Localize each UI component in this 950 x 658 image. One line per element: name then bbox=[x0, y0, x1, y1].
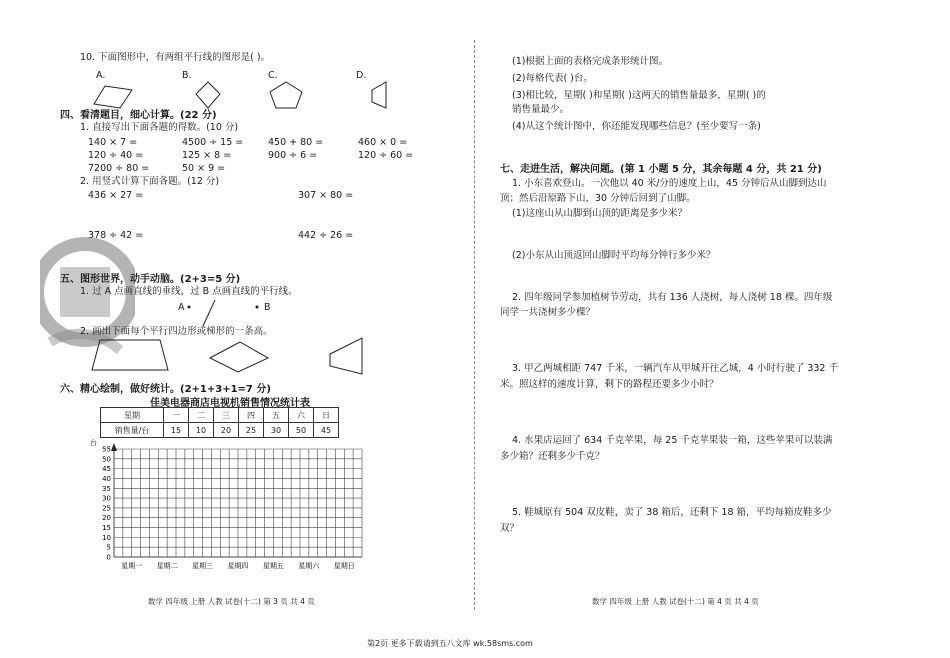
chart-q3-cont: 销售量最少。 bbox=[512, 104, 570, 115]
calc-3-1: 7200 ÷ 80 = bbox=[88, 163, 150, 174]
left-footer: 数学 四年级 上册 人教 试卷(十二) 第 3 页 共 4 页 bbox=[148, 597, 315, 606]
y-tick-label: 50 bbox=[102, 455, 111, 464]
y-tick-label: 0 bbox=[106, 553, 111, 562]
table-row bbox=[101, 408, 339, 423]
vertical-3: 378 ÷ 42 = bbox=[88, 230, 144, 241]
x-tick-label: 星期二 bbox=[156, 562, 178, 570]
sec5-q1: 1. 过 A 点画直线的垂线，过 B 点画直线的平行线。 bbox=[80, 286, 298, 297]
table-header-cell: 星期 bbox=[101, 408, 164, 423]
bar-chart-grid bbox=[86, 437, 366, 571]
p5-line2: 双？ bbox=[500, 523, 520, 534]
table-cell: 五 bbox=[264, 408, 289, 423]
p2-line2: 同学一共浇树多少棵？ bbox=[500, 307, 596, 318]
q10-text: 10. 下面图形中，有两组平行线的图形是( )。 bbox=[80, 52, 271, 63]
pentagon-shape bbox=[270, 82, 302, 108]
table-cell: 四 bbox=[239, 408, 264, 423]
y-tick-label: 25 bbox=[102, 504, 111, 513]
trapezoid-shape bbox=[92, 340, 168, 370]
sec4-title: 四、看清题目，细心计算。(22 分) bbox=[60, 110, 217, 121]
y-tick-label: 30 bbox=[102, 494, 111, 503]
table-cell: 30 bbox=[264, 423, 289, 438]
table-cell: 10 bbox=[189, 423, 214, 438]
chart-q3: (3)相比较，星期( )和星期( )这两天的销售量最多，星期( )的 bbox=[512, 90, 766, 101]
calc-1-4: 460 × 0 = bbox=[358, 137, 408, 148]
table-cell: 25 bbox=[239, 423, 264, 438]
calc-2-4: 120 ÷ 60 = bbox=[358, 150, 414, 161]
q10-option-b: B. bbox=[182, 70, 192, 81]
table-cell: 三 bbox=[214, 408, 239, 423]
p1b-line: (2)小东从山顶返回山脚时平均每分钟行多少米？ bbox=[512, 250, 716, 261]
table-cell: 日 bbox=[314, 408, 339, 423]
line-point-figure bbox=[185, 298, 265, 328]
straight-line bbox=[203, 300, 215, 326]
p1-line2: 顶；然后沿原路下山，30 分钟后回到了山脚。 bbox=[500, 193, 696, 204]
y-tick-label: 5 bbox=[106, 543, 111, 552]
quadrilateral-shape bbox=[94, 86, 132, 108]
x-tick-label: 星期三 bbox=[192, 562, 214, 570]
p5-line1: 5. 鞋城原有 504 双皮鞋，卖了 38 箱后，还剩下 18 箱，平均每箱皮鞋多少 bbox=[512, 507, 832, 518]
table-row bbox=[101, 423, 339, 438]
chart-q1: (1)根据上面的表格完成条形统计图。 bbox=[512, 56, 668, 67]
y-axis-arrow bbox=[111, 443, 117, 451]
sales-stat-table bbox=[100, 407, 339, 438]
chart-q4: (4)从这个统计图中，你还能发现哪些信息？(至少要写一条) bbox=[512, 121, 761, 132]
sec5-title: 五、图形世界，动手动脑。(2+3=5 分) bbox=[60, 274, 241, 285]
p3-line1: 3. 甲乙两城相距 747 千米，一辆汽车从甲城开往乙城，4 小时行驶了 332 千 bbox=[512, 363, 838, 374]
x-tick-label: 星期日 bbox=[333, 562, 355, 570]
y-tick-label: 10 bbox=[102, 533, 111, 542]
point-b-label: B bbox=[264, 302, 271, 313]
p2-line1: 2. 四年级同学参加植树节劳动，共有 136 人浇树，每人浇树 18 棵。四年级 bbox=[512, 292, 833, 303]
point-b-dot bbox=[256, 306, 259, 309]
calc-2-1: 120 ÷ 40 = bbox=[88, 150, 144, 161]
q10-option-c: C. bbox=[268, 70, 278, 81]
bottom-download-note: 第2页 更多下载请到五八文库 wk.58sms.com bbox=[367, 639, 533, 648]
y-tick-label: 45 bbox=[102, 465, 111, 474]
y-tick-label: 35 bbox=[102, 484, 111, 493]
x-tick-label: 星期四 bbox=[227, 562, 249, 570]
right-trapezoid-shape bbox=[330, 338, 362, 374]
calc-2-2: 125 × 8 = bbox=[182, 150, 232, 161]
page-divider bbox=[474, 40, 475, 610]
table-cell: 一 bbox=[164, 408, 189, 423]
q10-option-d: D. bbox=[356, 70, 367, 81]
calc-2-3: 900 ÷ 6 = bbox=[268, 150, 318, 161]
rhombus-shape bbox=[196, 82, 220, 108]
table-cell: 六 bbox=[289, 408, 314, 423]
table-cell: 50 bbox=[289, 423, 314, 438]
y-tick-label: 40 bbox=[102, 474, 111, 483]
calc-1-2: 4500 ÷ 15 = bbox=[182, 137, 244, 148]
calc-1-1: 140 × 7 = bbox=[88, 137, 138, 148]
chart-q2: (2)每格代表( )台。 bbox=[512, 73, 593, 84]
p4-line2: 多少箱？还剩多少千克？ bbox=[500, 451, 605, 462]
x-tick-label: 星期六 bbox=[298, 562, 320, 570]
sec7-title: 七、走进生活，解决问题。(第 1 小题 5 分，其余每题 4 分，共 21 分) bbox=[500, 164, 822, 175]
y-tick-label: 20 bbox=[102, 514, 111, 523]
point-a-dot bbox=[188, 306, 191, 309]
sec4-sub1: 1. 直接写出下面各题的得数。(10 分) bbox=[80, 122, 239, 133]
p1-line3: (1)这座山从山脚到山顶的距离是多少米？ bbox=[512, 208, 687, 219]
p1-line1: 1. 小东喜欢登山。一次他以 40 米/分的速度上山，45 分钟后从山脚到达山 bbox=[512, 178, 827, 189]
table-cell: 45 bbox=[314, 423, 339, 438]
table-cell: 15 bbox=[164, 423, 189, 438]
y-tick-label: 15 bbox=[102, 524, 111, 533]
y-tick-label: 55 bbox=[102, 445, 111, 454]
y-unit-label: 台 bbox=[90, 439, 97, 447]
parallelogram-shape bbox=[210, 342, 268, 372]
trapezoid-shape bbox=[372, 82, 386, 108]
sec4-sub2: 2. 用竖式计算下面各题。(12 分) bbox=[80, 176, 220, 187]
calc-3-2: 50 × 9 = bbox=[182, 163, 226, 174]
right-footer: 数学 四年级 上册 人教 试卷(十二) 第 4 页 共 4 页 bbox=[592, 597, 759, 606]
calc-1-3: 450 + 80 = bbox=[268, 137, 324, 148]
x-tick-label: 星期一 bbox=[121, 562, 143, 570]
x-tick-label: 星期五 bbox=[262, 562, 284, 570]
vertical-2: 307 × 80 = bbox=[298, 190, 354, 201]
p3-line2: 米。照这样的速度计算，剩下的路程还要多少小时？ bbox=[500, 379, 719, 390]
vertical-1: 436 × 27 = bbox=[88, 190, 144, 201]
q10-option-a: A. bbox=[96, 70, 106, 81]
table-cell: 二 bbox=[189, 408, 214, 423]
vertical-4: 442 ÷ 26 = bbox=[298, 230, 354, 241]
sec6-title: 六、精心绘制，做好统计。(2+1+3+1=7 分) bbox=[60, 384, 271, 395]
height-shapes bbox=[90, 336, 380, 376]
table-cell: 20 bbox=[214, 423, 239, 438]
sec5-q2: 2. 画出下面每个平行四边形或梯形的一条高。 bbox=[80, 326, 273, 337]
table-header-cell: 销售量/台 bbox=[101, 423, 164, 438]
stat-table-title: 佳美电器商店电视机销售情况统计表 bbox=[150, 398, 310, 409]
p4-line1: 4. 水果店运回了 634 千克苹果，每 25 千克苹果装一箱，这些苹果可以装满 bbox=[512, 435, 833, 446]
point-a-label: A bbox=[178, 302, 185, 313]
